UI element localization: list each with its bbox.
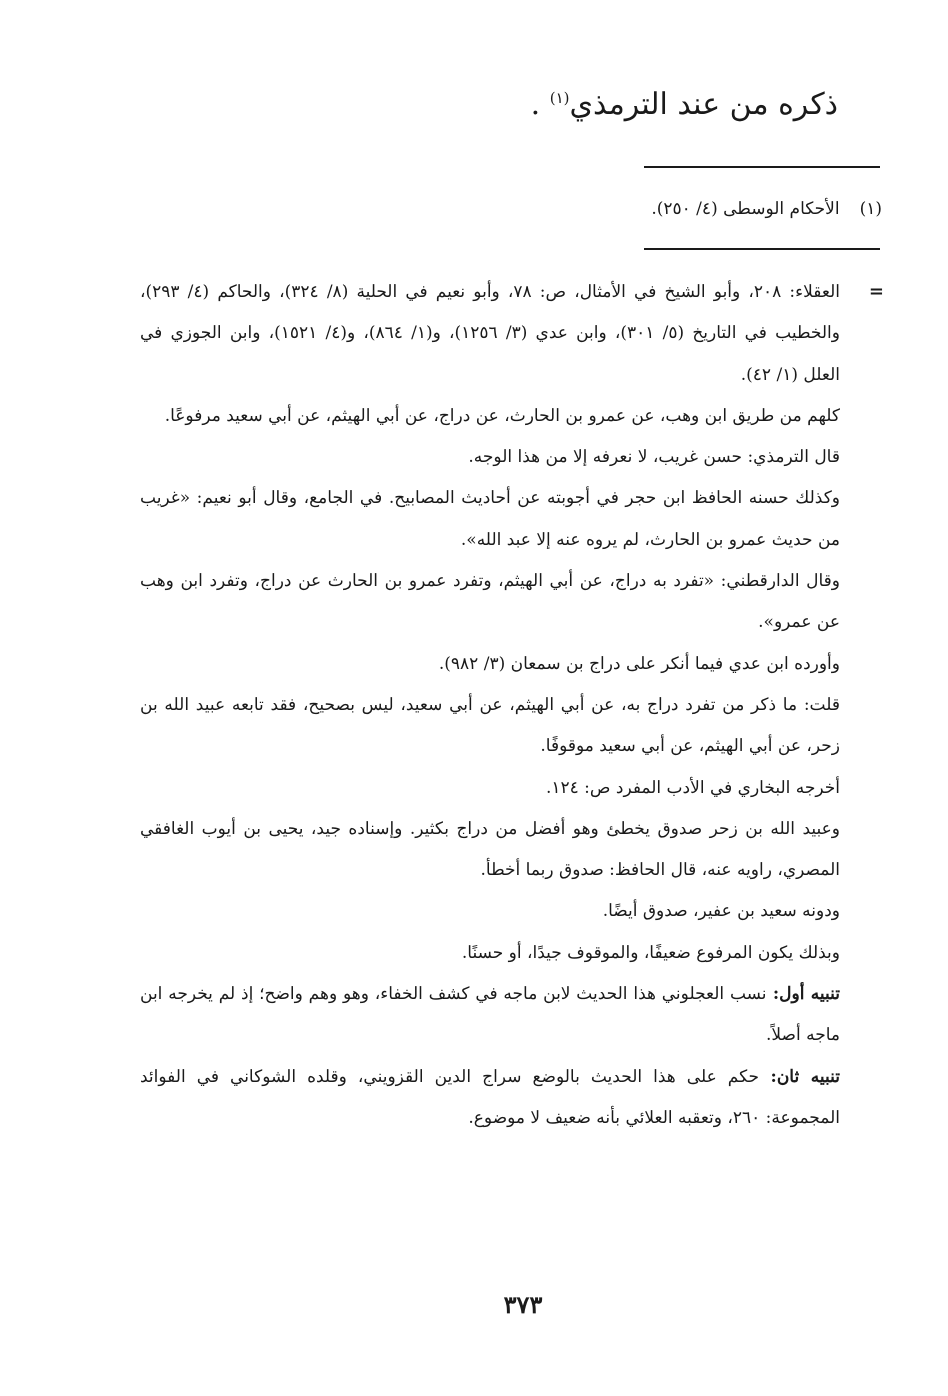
paragraph-text: ودونه سعيد بن عفير، صدوق أيضًا. xyxy=(602,901,840,922)
paragraph-text: قلت: ما ذكر من تفرد دراج به، عن أبي الهيثم، عن أبي سعيد، ليس بصحيح، فقد تابعه عبيد الله بن زحر، عن أبي الهيثم، عن أبي سعيد موقوفًا. xyxy=(140,694,840,757)
paragraph-text: وأورده ابن عدي فيما أنكر على دراج بن سمعان (٣/ ٩٨٢). xyxy=(438,653,840,674)
paragraph-lead: تنبيه ثان: xyxy=(758,1066,840,1087)
paragraph xyxy=(140,561,840,644)
footnote-divider-top xyxy=(644,166,880,168)
paragraph-text: أخرجه البخاري في الأدب المفرد ص: ١٢٤. xyxy=(545,777,840,798)
paragraph xyxy=(140,1057,840,1140)
paragraph xyxy=(140,809,840,892)
paragraph xyxy=(140,768,840,809)
heading-end-punct: . xyxy=(530,87,550,122)
paragraph xyxy=(140,396,840,437)
page-number: ٣٧٣ xyxy=(503,1290,543,1319)
heading-footnote-ref: (١) xyxy=(549,89,570,107)
paragraph xyxy=(140,685,840,768)
paragraph xyxy=(140,272,840,396)
paragraph xyxy=(140,644,840,685)
paragraph-text: وكذلك حسنه الحافظ ابن حجر في أجوبته عن أحاديث المصابيح. في الجامع، وقال أبو نعيم: «غريب من حديث عمرو بن الحارث، لم يروه عنه إلا عبد الله». xyxy=(140,488,840,550)
paragraph-text: وبذلك يكون المرفوع ضعيفًا، والموقوف جيدًا، أو حسنًا. xyxy=(461,942,840,963)
paragraph-text: حكم على هذا الحديث بالوضع سراج الدين القزويني، وقلده الشوكاني في الفوائد المجموعة: ٢٦٠، وتعقبه العلائي بأنه ضعيف لا موضوع. xyxy=(140,1066,840,1128)
paragraph-lead: تنبيه أول: xyxy=(766,984,840,1005)
paragraph xyxy=(140,437,840,478)
footnote-text: الأحكام الوسطى (٤/ ٢٥٠). xyxy=(651,199,840,219)
commentary-body xyxy=(140,272,840,1139)
paragraph xyxy=(140,974,840,1057)
heading-text: ذكره من عند الترمذي xyxy=(569,87,838,122)
footnote-marker: (١) xyxy=(859,199,882,219)
paragraph xyxy=(140,933,840,974)
paragraph-text: قال الترمذي: حسن غريب، لا نعرفه إلا من هذا الوجه. xyxy=(468,447,840,468)
paragraph-text: العقلاء: ٢٠٨، وأبو الشيخ في الأمثال، ص: ٧٨، وأبو نعيم في الحلية (٨/ ٣٢٤)، والحاكم (٤/ ٢٩٣)، والخطيب في التاريخ (٥/ ٣٠١)، وابن عدي (٣/ ١٢٥٦)، و(١/ ٨٦٤)، و(٤/ ١٥٢١)، وابن الجوزي في العلل (١/ ٤٢). xyxy=(140,282,840,385)
paragraph-text: نسب العجلوني هذا الحديث لابن ماجه في كشف الخفاء، وهو وهم واضح؛ إذ لم يخرجه ابن ماجه أصلاً. xyxy=(140,984,840,1046)
footnote-divider-bottom xyxy=(644,248,880,250)
paragraph-text: كلهم من طريق ابن وهب، عن عمرو بن الحارث، عن دراج، عن أبي الهيثم، عن أبي سعيد مرفوعًا. xyxy=(164,405,840,426)
paragraph-text: وقال الدارقطني: «تفرد به دراج، عن أبي الهيثم، وتفرد عمرو بن الحارث عن دراج، وتفرد ابن وهب عن عمرو». xyxy=(140,571,840,633)
footnote xyxy=(462,194,882,224)
paragraph-text: وعبيد الله بن زحر صدوق يخطئ وهو أفضل من دراج بكثير. وإسناده جيد، يحيى بن أيوب الغافقي المصري، راويه عنه، قال الحافظ: صدوق ربما أخطأ. xyxy=(140,818,840,881)
continuation-mark: = xyxy=(868,281,884,302)
paragraph xyxy=(140,891,840,932)
paragraph xyxy=(140,478,840,561)
page-heading xyxy=(238,82,838,128)
